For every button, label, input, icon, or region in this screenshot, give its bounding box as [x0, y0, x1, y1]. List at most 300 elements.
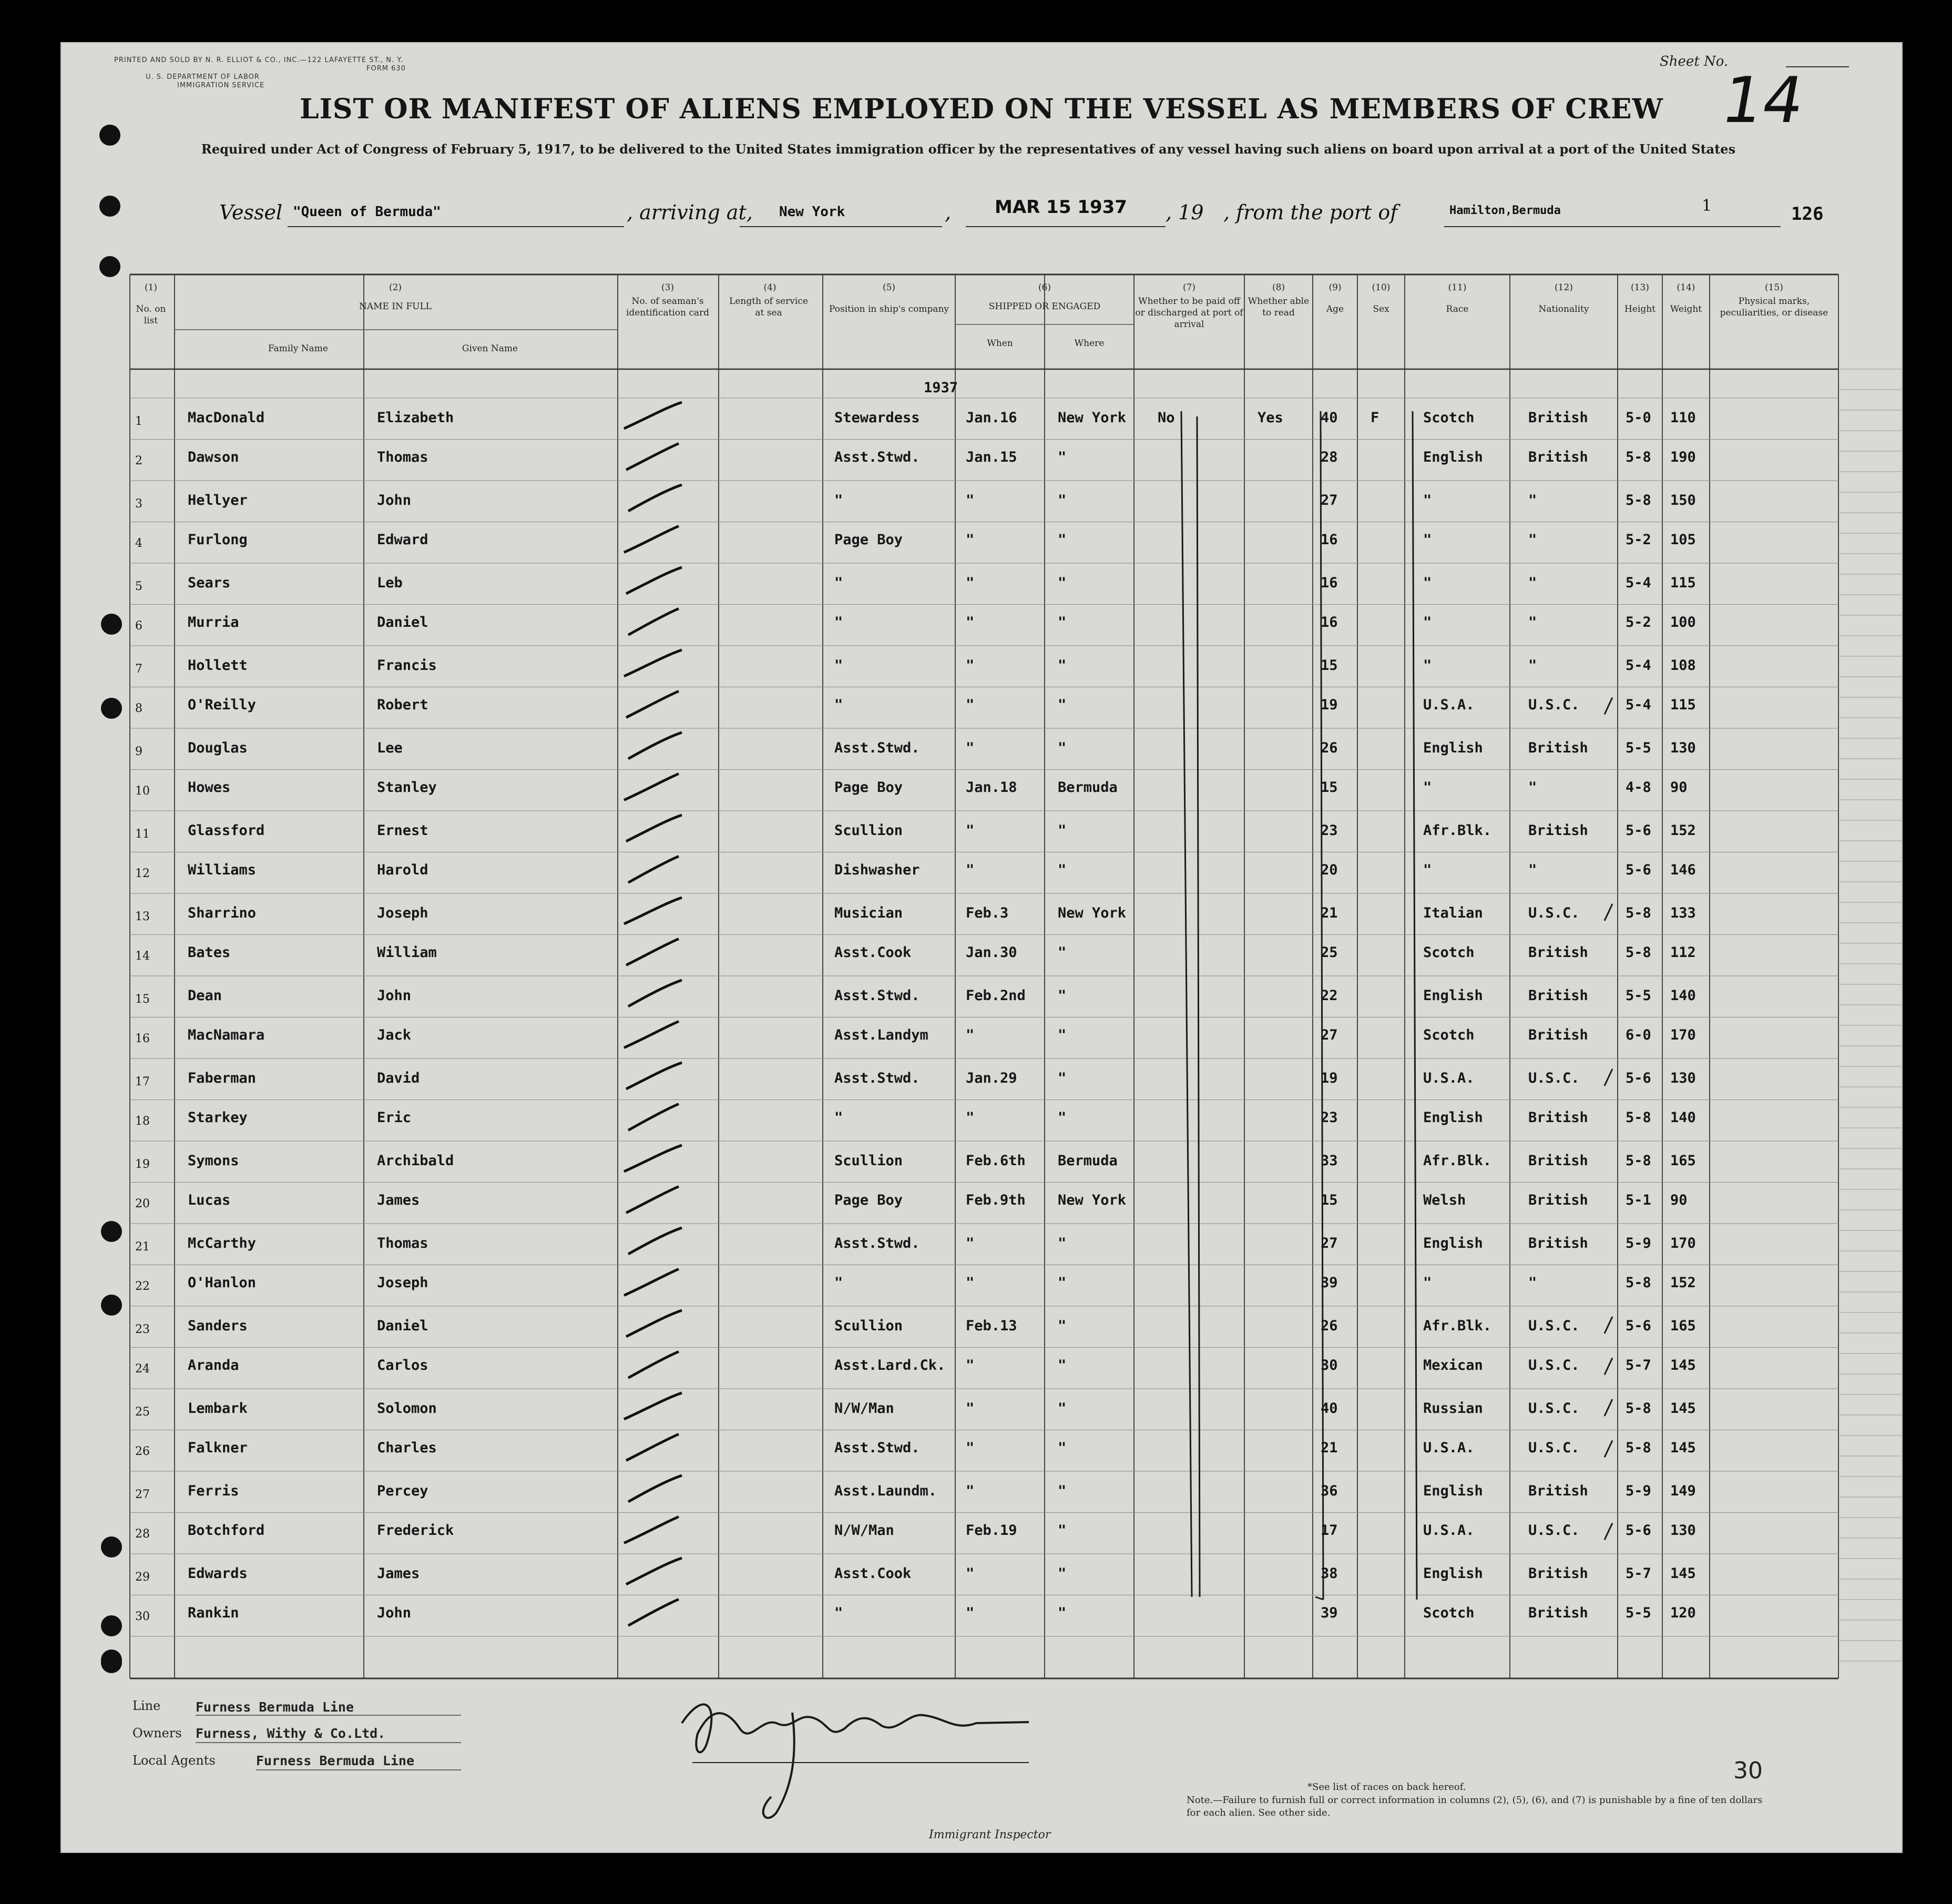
cell-weight: 108	[1670, 657, 1696, 674]
cell-nationality: U.S.C.	[1528, 905, 1580, 921]
cell-when: Feb.2nd	[966, 987, 1026, 1004]
cell-age: 27	[1321, 1235, 1338, 1251]
department-name: U. S. DEPARTMENT OF LABOR	[146, 73, 260, 81]
cell-given: Daniel	[377, 614, 428, 630]
cell-age: 36	[1321, 1483, 1338, 1499]
cell-age: 26	[1321, 740, 1338, 756]
col-2-family-header: Family Name	[268, 343, 328, 354]
cell-where: "	[1058, 1565, 1067, 1582]
cell-family: Furlong	[188, 531, 248, 548]
cell-height: 5-7	[1626, 1357, 1651, 1373]
cell-no: 27	[135, 1488, 150, 1501]
cell-position: "	[834, 696, 843, 713]
arriving-label: , arriving at,	[627, 201, 753, 224]
cell-no: 4	[135, 536, 142, 550]
cell-height: 5-8	[1626, 905, 1651, 921]
cell-where: "	[1058, 531, 1067, 548]
cell-position: Asst.Landym	[834, 1026, 928, 1043]
col-11-header: Race	[1446, 304, 1469, 314]
cell-age: 19	[1321, 1070, 1338, 1086]
cell-weight: 170	[1670, 1235, 1696, 1251]
cell-weight: 152	[1670, 1274, 1696, 1291]
cell-given: Solomon	[377, 1400, 437, 1417]
cell-where: "	[1058, 822, 1067, 839]
cell-nationality: "	[1528, 657, 1537, 674]
cell-height: 5-4	[1626, 575, 1651, 591]
form-number: FORM 630	[366, 65, 406, 73]
cell-height: 5-8	[1626, 1153, 1651, 1169]
seaman-card-slash	[626, 691, 679, 718]
cell-no: 19	[135, 1158, 150, 1171]
cell-no: 26	[135, 1444, 150, 1458]
cell-family: Hellyer	[188, 492, 248, 508]
cell-nationality: "	[1528, 779, 1537, 796]
cell-race: English	[1423, 1109, 1483, 1126]
cell-when: "	[966, 1400, 975, 1417]
col-11-number: (11)	[1448, 282, 1467, 293]
cell-age: 16	[1321, 614, 1338, 630]
cell-position: Page Boy	[834, 1192, 903, 1208]
cell-when: Feb.19	[966, 1522, 1017, 1539]
cell-where: "	[1058, 1026, 1067, 1043]
cell-race: "	[1423, 861, 1432, 878]
cell-given: Harold	[377, 861, 428, 878]
cell-where: "	[1058, 740, 1067, 756]
cell-where: "	[1058, 1439, 1067, 1456]
cell-weight: 105	[1670, 531, 1696, 548]
col-13-number: (13)	[1631, 282, 1649, 293]
cell-position: Asst.Stwd.	[834, 449, 920, 465]
cell-race: "	[1423, 492, 1432, 508]
cell-nationality: "	[1528, 861, 1537, 878]
cell-given: Leb	[377, 575, 403, 591]
cell-weight: 133	[1670, 905, 1696, 921]
cell-nationality: "	[1528, 531, 1537, 548]
cell-position: Scullion	[834, 822, 903, 839]
cell-no: 6	[135, 619, 142, 633]
seaman-card-slash	[624, 1517, 679, 1543]
seaman-card-slash	[628, 1600, 679, 1626]
owners-label: Owners	[132, 1726, 182, 1740]
cell-family: Dawson	[188, 449, 239, 465]
cell-no: 12	[135, 867, 150, 880]
cell-age: 15	[1321, 1192, 1338, 1208]
cell-where: Bermuda	[1058, 779, 1118, 796]
cell-no: 28	[135, 1527, 150, 1541]
seaman-card-slash	[626, 1187, 679, 1213]
cell-weight: 112	[1670, 944, 1696, 961]
seaman-card-slash	[628, 1104, 679, 1131]
cell-race: "	[1423, 657, 1432, 674]
cell-where: "	[1058, 575, 1067, 591]
cell-race: Welsh	[1423, 1192, 1466, 1208]
cell-height: 5-8	[1626, 944, 1651, 961]
cell-position: "	[834, 492, 843, 508]
cell-family: Sharrino	[188, 905, 257, 921]
line-value: Furness Bermuda Line	[196, 1699, 354, 1715]
cell-given: Joseph	[377, 1274, 428, 1291]
cell-nationality: British	[1528, 1153, 1588, 1169]
cell-race: U.S.A.	[1423, 1439, 1475, 1456]
seaman-card-slash	[628, 1352, 679, 1378]
cell-age: 22	[1321, 987, 1338, 1004]
inspector-signature	[671, 1681, 1039, 1823]
cell-height: 5-4	[1626, 657, 1651, 674]
line-label: Line	[132, 1698, 161, 1713]
cell-where: "	[1058, 944, 1067, 961]
page-title: LIST OR MANIFEST OF ALIENS EMPLOYED ON THE VESSEL AS MEMBERS OF CREW	[300, 93, 1663, 125]
cell-family: McCarthy	[188, 1235, 257, 1251]
seaman-card-slash	[628, 1228, 682, 1254]
cell-family: Symons	[188, 1153, 239, 1169]
arrival-date-stamp: MAR 15 1937	[995, 197, 1127, 218]
cell-nationality: British	[1528, 987, 1588, 1004]
cell-nationality: British	[1528, 1565, 1588, 1582]
cell-weight: 115	[1670, 575, 1696, 591]
cell-position: "	[834, 1274, 843, 1291]
cell-height: 5-9	[1626, 1483, 1651, 1499]
cell-race: "	[1423, 779, 1432, 796]
cell-age: 38	[1321, 1565, 1338, 1582]
cell-age: 21	[1321, 1439, 1338, 1456]
arriving-port: New York	[779, 204, 845, 220]
cell-no: 13	[135, 910, 150, 923]
cell-given: John	[377, 1604, 412, 1621]
cell-when: "	[966, 861, 975, 878]
cell-weight: 130	[1670, 1070, 1696, 1086]
cell-where: "	[1058, 1357, 1067, 1373]
cell-where: "	[1058, 861, 1067, 878]
cell-height: 5-5	[1626, 987, 1651, 1004]
cell-family: Hollett	[188, 657, 248, 674]
cell-no: 10	[135, 784, 150, 798]
col-8-number: (8)	[1272, 282, 1285, 293]
year-prefix: , 19	[1166, 201, 1204, 224]
cell-given: Stanley	[377, 779, 437, 796]
cell-given: Archibald	[377, 1153, 454, 1169]
col-4-header: Length of service at sea	[729, 296, 808, 318]
cell-when: "	[966, 1565, 975, 1582]
cell-height: 5-5	[1626, 1604, 1651, 1621]
cell-given: Thomas	[377, 449, 428, 465]
col-9-header: Age	[1326, 304, 1344, 314]
cell-nationality: British	[1528, 1604, 1588, 1621]
cell-where: New York	[1058, 1192, 1127, 1208]
vessel-name: "Queen of Bermuda"	[293, 204, 441, 220]
cell-family: Williams	[188, 861, 257, 878]
cell-age: 15	[1321, 779, 1338, 796]
seaman-card-slash	[626, 1063, 682, 1089]
cell-where: "	[1058, 1109, 1067, 1126]
seaman-card-slash	[624, 526, 679, 553]
cell-height: 5-0	[1626, 410, 1651, 426]
cell-race: Scotch	[1423, 1026, 1475, 1043]
cell-no: 24	[135, 1362, 150, 1376]
cell-family: Ferris	[188, 1483, 239, 1499]
cell-weight: 149	[1670, 1483, 1696, 1499]
cell-when: "	[966, 1439, 975, 1456]
cell-position: N/W/Man	[834, 1400, 894, 1417]
cell-given: Thomas	[377, 1235, 428, 1251]
cell-nationality: U.S.C.	[1528, 696, 1580, 713]
cell-where: "	[1058, 614, 1067, 630]
cell-family: Glassford	[188, 822, 265, 839]
cell-where: "	[1058, 1400, 1067, 1417]
cell-age: 21	[1321, 905, 1338, 921]
cell-given: Charles	[377, 1439, 437, 1456]
cell-when: "	[966, 614, 975, 630]
cell-given: John	[377, 987, 412, 1004]
cell-given: Francis	[377, 657, 437, 674]
service-name: IMMIGRATION SERVICE	[177, 82, 265, 89]
col-4-number: (4)	[763, 282, 776, 293]
cell-family: Dean	[188, 987, 222, 1004]
cell-height: 5-4	[1626, 696, 1651, 713]
cell-no: 30	[135, 1610, 150, 1623]
col-12-number: (12)	[1555, 282, 1573, 293]
cell-family: Murria	[188, 614, 239, 630]
cell-race: Afr.Blk.	[1423, 1153, 1492, 1169]
cell-nationality: U.S.C.	[1528, 1070, 1580, 1086]
cell-nationality: U.S.C.	[1528, 1357, 1580, 1373]
cell-when: Jan.16	[966, 410, 1017, 426]
cell-given: Elizabeth	[377, 410, 454, 426]
cell-no: 25	[135, 1406, 150, 1419]
cell-age: 27	[1321, 1026, 1338, 1043]
cell-race: "	[1423, 1274, 1432, 1291]
col-7-number: (7)	[1182, 282, 1196, 293]
cell-no: 14	[135, 949, 150, 963]
cell-race: English	[1423, 987, 1483, 1004]
vessel-label: Vessel	[219, 201, 283, 224]
cell-given: Percey	[377, 1483, 428, 1499]
cell-height: 5-2	[1626, 531, 1651, 548]
col-7-header: Whether to be paid off or discharged at port of arrival	[1135, 296, 1243, 330]
cell-position: Asst.Stwd.	[834, 1235, 920, 1251]
cell-nationality: British	[1528, 410, 1588, 426]
cell-family: Edwards	[188, 1565, 248, 1582]
seaman-card-slash	[626, 567, 682, 594]
cell-position: Asst.Stwd.	[834, 740, 920, 756]
cell-height: 5-6	[1626, 861, 1651, 878]
col-1-header: No. on list	[136, 304, 166, 326]
seaman-card-slash	[628, 1475, 682, 1502]
seaman-card-slash	[628, 980, 682, 1006]
inspector-label: Immigrant Inspector	[929, 1828, 1051, 1841]
cell-where: "	[1058, 696, 1067, 713]
cell-nationality: U.S.C.	[1528, 1400, 1580, 1417]
cell-nationality: "	[1528, 1274, 1537, 1291]
cell-age: 27	[1321, 492, 1338, 508]
seaman-card-slash	[624, 1145, 682, 1172]
vessel-row: Vessel "Queen of Bermuda" , arriving at, New York , MAR 15 1937 , 19 , from the port of Hamilton,Bermuda 1	[62, 201, 1902, 232]
cell-no: 17	[135, 1075, 150, 1088]
cell-given: Ernest	[377, 822, 428, 839]
sheet-number: 14	[1716, 64, 1810, 137]
cell-nationality: British	[1528, 1235, 1588, 1251]
seaman-card-slash	[626, 1558, 682, 1584]
cell-family: O'Hanlon	[188, 1274, 257, 1291]
cell-family: O'Reilly	[188, 696, 257, 713]
cell-no: 20	[135, 1197, 150, 1210]
cell-height: 5-8	[1626, 1109, 1651, 1126]
col-13-header: Height	[1624, 304, 1655, 314]
cell-family: Falkner	[188, 1439, 248, 1456]
cell-when: Jan.29	[966, 1070, 1017, 1086]
cell-height: 6-0	[1626, 1026, 1651, 1043]
cell-weight: 190	[1670, 449, 1696, 465]
cell-race: "	[1423, 531, 1432, 548]
cell-age: 25	[1321, 944, 1338, 961]
cell-nationality: British	[1528, 1483, 1588, 1499]
cell-family: MacDonald	[188, 410, 265, 426]
cell-position: Asst.Stwd.	[834, 1439, 920, 1456]
cell-height: 5-7	[1626, 1565, 1651, 1582]
cell-position: Scullion	[834, 1153, 903, 1169]
cell-when: "	[966, 1109, 975, 1126]
cell-when: "	[966, 696, 975, 713]
cell-weight: 130	[1670, 740, 1696, 756]
cell-given: James	[377, 1565, 420, 1582]
cell-height: 4-8	[1626, 779, 1651, 796]
cell-no: 9	[135, 745, 142, 758]
col-10-number: (10)	[1372, 282, 1391, 293]
cell-height: 5-2	[1626, 614, 1651, 630]
cell-weight: 90	[1670, 779, 1688, 796]
cell-weight: 145	[1670, 1400, 1696, 1417]
cell-position: Scullion	[834, 1318, 903, 1334]
cell-position: "	[834, 614, 843, 630]
cell-when: "	[966, 822, 975, 839]
cell-nationality: British	[1528, 822, 1588, 839]
cell-given: Carlos	[377, 1357, 428, 1373]
cell-race: Afr.Blk.	[1423, 1318, 1492, 1334]
cell-age: 15	[1321, 657, 1338, 674]
cell-nationality: "	[1528, 492, 1537, 508]
cell-age: 17	[1321, 1522, 1338, 1539]
year-annotation: 1937	[924, 380, 958, 396]
cell-given: Edward	[377, 531, 428, 548]
cell-race: U.S.A.	[1423, 696, 1475, 713]
cell-family: Rankin	[188, 1604, 239, 1621]
cell-family: Faberman	[188, 1070, 257, 1086]
col-6-number: (6)	[1038, 282, 1051, 293]
col-6-header: SHIPPED OR ENGAGED	[988, 301, 1101, 312]
cell-nationality: British	[1528, 944, 1588, 961]
cell-height: 5-8	[1626, 1439, 1651, 1456]
cell-nationality: British	[1528, 1026, 1588, 1043]
from-port: Hamilton,Bermuda	[1449, 204, 1561, 217]
cell-family: Aranda	[188, 1357, 239, 1373]
seaman-card-slash	[628, 857, 679, 883]
agents-value: Furness Bermuda Line	[256, 1753, 415, 1768]
cell-where: "	[1058, 1604, 1067, 1621]
cell-height: 5-6	[1626, 1070, 1651, 1086]
cell-where: "	[1058, 1235, 1067, 1251]
cell-height: 5-9	[1626, 1235, 1651, 1251]
cell-when: "	[966, 1235, 975, 1251]
cell-sex: F	[1371, 410, 1379, 426]
cell-age: 16	[1321, 575, 1338, 591]
cell-height: 5-8	[1626, 492, 1651, 508]
cell-no: 5	[135, 580, 142, 593]
seaman-card-slash	[624, 402, 682, 429]
cell-when: Jan.15	[966, 449, 1017, 465]
cell-position: Musician	[834, 905, 903, 921]
cell-weight: 165	[1670, 1153, 1696, 1169]
cell-weight: 115	[1670, 696, 1696, 713]
cell-when: "	[966, 575, 975, 591]
seaman-card-slash	[626, 815, 682, 841]
printer-line: PRINTED AND SOLD BY N. R. ELLIOT & CO., INC.—122 LAFAYETTE ST., N. Y.	[114, 56, 403, 64]
cell-when: Feb.13	[966, 1318, 1017, 1334]
seaman-card-slash	[628, 609, 679, 635]
from-label: , from the port of	[1223, 201, 1398, 224]
cell-age: 33	[1321, 1153, 1338, 1169]
cell-family: Sears	[188, 575, 231, 591]
cell-weight: 145	[1670, 1357, 1696, 1373]
cell-position: N/W/Man	[834, 1522, 894, 1539]
cell-given: Joseph	[377, 905, 428, 921]
cell-race: Scotch	[1423, 410, 1475, 426]
cell-age: 39	[1321, 1604, 1338, 1621]
cell-when: Jan.18	[966, 779, 1017, 796]
cell-height: 5-6	[1626, 1522, 1651, 1539]
cell-weight: 150	[1670, 492, 1696, 508]
cell-when: "	[966, 1604, 975, 1621]
cell-where: "	[1058, 1483, 1067, 1499]
cell-position: Asst.Stwd.	[834, 1070, 920, 1086]
cell-age: 39	[1321, 1274, 1338, 1291]
sheet-number-label: Sheet No.	[1660, 54, 1729, 69]
cell-where: New York	[1058, 905, 1127, 921]
cell-weight: 146	[1670, 861, 1696, 878]
cell-race: English	[1423, 1483, 1483, 1499]
cell-where: "	[1058, 492, 1067, 508]
cell-age: 23	[1321, 1109, 1338, 1126]
cell-family: Botchford	[188, 1522, 265, 1539]
page-subtitle: Required under Act of Congress of February 5, 1917, to be delivered to the United States immigration officer by the representatives of any vessel having such aliens on board upon arrival at a port of the United States	[201, 141, 1736, 157]
seaman-card-slash	[624, 774, 679, 800]
cell-given: Lee	[377, 740, 403, 756]
races-note: *See list of races on back hereof.	[1307, 1781, 1466, 1793]
agents-label: Local Agents	[132, 1753, 216, 1768]
cell-given: James	[377, 1192, 420, 1208]
cell-age: 30	[1321, 1357, 1338, 1373]
cell-race: "	[1423, 614, 1432, 630]
cell-read: Yes	[1258, 410, 1283, 426]
cell-given: Jack	[377, 1026, 412, 1043]
seaman-card-slash	[624, 1393, 682, 1419]
cell-race: U.S.A.	[1423, 1070, 1475, 1086]
col-2-header: NAME IN FULL	[359, 301, 432, 312]
cell-no: 23	[135, 1323, 150, 1336]
cell-position: Asst.Cook	[834, 1565, 912, 1582]
cell-weight: 100	[1670, 614, 1696, 630]
cell-age: 23	[1321, 822, 1338, 839]
cell-weight: 120	[1670, 1604, 1696, 1621]
cell-where: "	[1058, 657, 1067, 674]
cell-when: Jan.30	[966, 944, 1017, 961]
cell-family: Bates	[188, 944, 231, 961]
cell-age: 28	[1321, 449, 1338, 465]
col-10-header: Sex	[1373, 304, 1389, 314]
cell-weight: 140	[1670, 1109, 1696, 1126]
cell-where: "	[1058, 1522, 1067, 1539]
col-14-header: Weight	[1670, 304, 1702, 314]
col-2-number: (2)	[389, 282, 402, 293]
cell-position: "	[834, 1109, 843, 1126]
